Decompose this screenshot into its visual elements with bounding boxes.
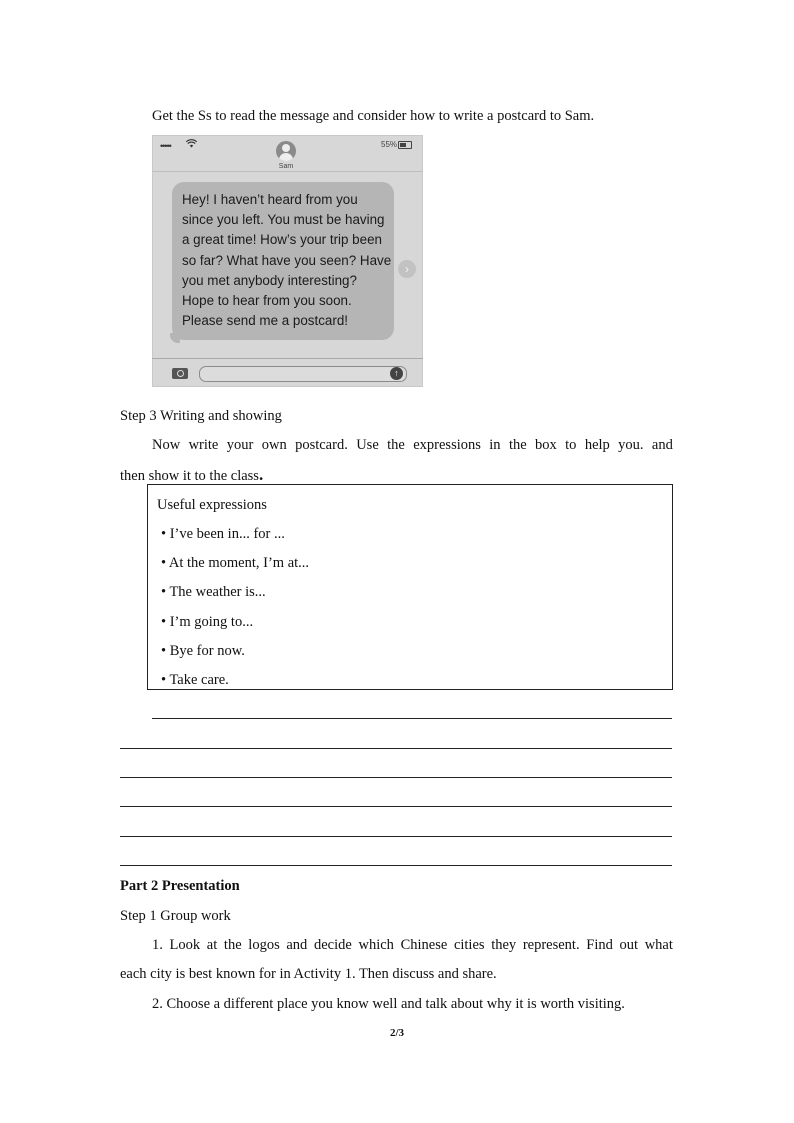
contact-name: Sam bbox=[278, 163, 294, 170]
word: Find bbox=[586, 937, 613, 953]
word: in bbox=[489, 437, 501, 453]
step3-instruction-line2 bbox=[120, 465, 263, 485]
word: to bbox=[565, 437, 577, 453]
step3-heading: Step 3 Writing and showing bbox=[120, 408, 282, 424]
word: they bbox=[491, 937, 517, 953]
word: Use bbox=[356, 437, 379, 453]
step1-heading: Step 1 Group work bbox=[120, 908, 231, 924]
word: which bbox=[358, 937, 394, 953]
word: and bbox=[286, 937, 308, 953]
word: expressions bbox=[413, 437, 481, 453]
contact-avatar-icon[interactable] bbox=[276, 141, 296, 161]
expression-item: • I’m going to... bbox=[161, 614, 254, 630]
word: write bbox=[188, 437, 219, 453]
message-line: so far? What have you seen? Have bbox=[182, 252, 392, 268]
word: Chinese bbox=[400, 937, 448, 953]
send-arrow-icon[interactable]: ↑ bbox=[390, 367, 403, 380]
word: decide bbox=[313, 937, 352, 953]
writing-line[interactable] bbox=[120, 748, 672, 749]
message-line: Hey! I haven’t heard from you bbox=[182, 192, 358, 207]
word: out bbox=[619, 937, 639, 953]
message-line: since you left. You must be having bbox=[182, 212, 385, 228]
word: the bbox=[387, 437, 405, 453]
writing-line[interactable] bbox=[120, 777, 672, 778]
word: Now bbox=[152, 437, 181, 453]
word: at bbox=[206, 937, 218, 953]
box-title: Useful expressions bbox=[157, 497, 267, 513]
message-line: you met anybody interesting? bbox=[182, 272, 357, 288]
page-number: 2/3 bbox=[389, 1027, 405, 1039]
word: help bbox=[584, 437, 610, 453]
writing-line[interactable] bbox=[152, 718, 672, 719]
signal-dots: ••••• bbox=[160, 141, 171, 151]
word: logos bbox=[248, 937, 280, 953]
phone-message-screenshot bbox=[152, 135, 423, 387]
message-line: Please send me a postcard! bbox=[182, 313, 348, 329]
part2-heading: Part 2 Presentation bbox=[120, 878, 240, 894]
word: cities bbox=[453, 937, 485, 953]
intro-instruction: Get the Ss to read the message and consider how to write a postcard to Sam. bbox=[152, 108, 595, 124]
word: the bbox=[508, 437, 527, 453]
message-line: a great time! How’s your trip been bbox=[182, 232, 382, 248]
word: Look bbox=[169, 937, 201, 953]
word: and bbox=[651, 437, 673, 453]
expression-item: • I’ve been in... for ... bbox=[161, 526, 285, 542]
battery-icon bbox=[398, 141, 412, 149]
writing-line[interactable] bbox=[120, 806, 672, 807]
battery-percentage: 55% bbox=[381, 140, 398, 149]
expression-item: • Bye for now. bbox=[161, 643, 245, 659]
instruction-period: . bbox=[258, 465, 264, 484]
word: your bbox=[226, 437, 254, 453]
word: box bbox=[535, 437, 557, 453]
word: what bbox=[644, 937, 673, 953]
step3-instruction-line1 bbox=[152, 437, 673, 454]
expression-item: • At the moment, I’m at... bbox=[161, 555, 310, 571]
writing-line[interactable] bbox=[120, 836, 672, 837]
message-input[interactable] bbox=[199, 366, 407, 382]
expression-item: • The weather is... bbox=[161, 584, 266, 600]
header-divider bbox=[152, 171, 423, 172]
camera-icon[interactable] bbox=[172, 368, 188, 379]
writing-line[interactable] bbox=[120, 865, 672, 866]
expression-item: • Take care. bbox=[161, 672, 229, 688]
message-line: Hope to hear from you soon. bbox=[182, 293, 352, 309]
useful-expressions-box bbox=[147, 484, 673, 690]
instruction-text: then show it to the class bbox=[120, 468, 259, 484]
item1-line1 bbox=[152, 937, 673, 954]
item1-line2: each city is best known for in Activity 1. Then discuss and share. bbox=[120, 966, 497, 982]
word: own bbox=[261, 437, 287, 453]
word: you. bbox=[618, 437, 644, 453]
compose-divider bbox=[152, 358, 423, 359]
chevron-right-icon[interactable]: › bbox=[398, 260, 416, 278]
word: represent. bbox=[522, 937, 580, 953]
word: the bbox=[223, 937, 242, 953]
word: 1. bbox=[152, 937, 163, 953]
word: postcard. bbox=[295, 437, 348, 453]
item2-line: 2. Choose a different place you know well and talk about why it is worth visiting. bbox=[152, 996, 625, 1012]
wifi-icon bbox=[186, 139, 197, 151]
message-bubble bbox=[172, 182, 394, 340]
